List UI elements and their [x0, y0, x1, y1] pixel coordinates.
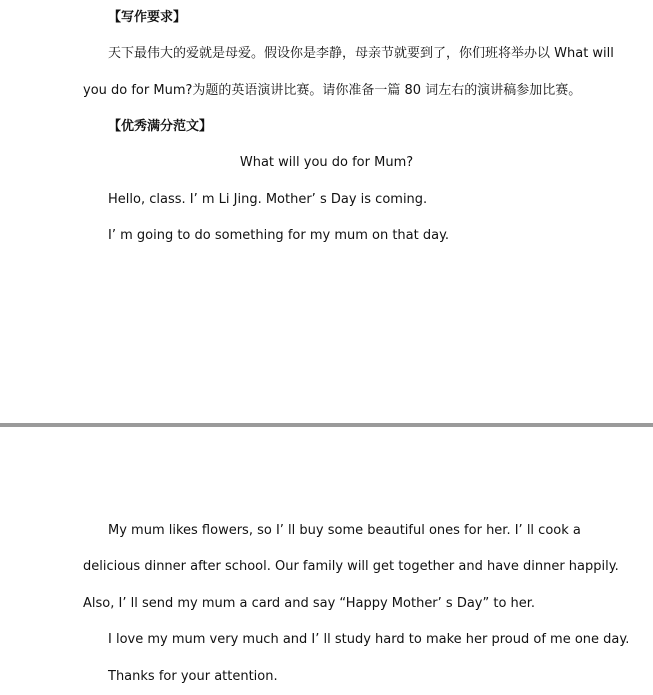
essay-line-flowers: My mum likes flowers, so I’ ll buy some beautiful ones for her. I’ ll cook a	[108, 523, 581, 538]
essay-line-greeting: Hello, class. I’ m Li Jing. Mother’ s Day is coming.	[108, 192, 428, 207]
essay-title: What will you do for Mum?	[239, 155, 414, 170]
essay-line-card: Also, I’ ll send my mum a card and say “Happy Mother’ s Day” to her.	[83, 596, 536, 611]
essay-line-thanks: Thanks for your attention.	[108, 669, 278, 684]
page-divider	[0, 423, 653, 427]
requirements-line-2: you do for Mum?为题的英语演讲比赛。请你准备一篇 80 词左右的演讲稿参加比赛。	[83, 83, 582, 98]
writing-requirements-heading: 【写作要求】	[108, 10, 187, 25]
sample-essay-heading: 【优秀满分范文】	[108, 119, 213, 134]
essay-line-plan: I’ m going to do something for my mum on that day.	[108, 228, 450, 243]
essay-line-love: I love my mum very much and I’ ll study hard to make her proud of me one day.	[108, 632, 630, 647]
requirements-line-1: 天下最伟大的爱就是母爱。假设你是李静，母亲节就要到了，你们班将举办以 What will	[108, 46, 614, 61]
essay-line-dinner: delicious dinner after school. Our family will get together and have dinner happily.	[83, 559, 619, 574]
